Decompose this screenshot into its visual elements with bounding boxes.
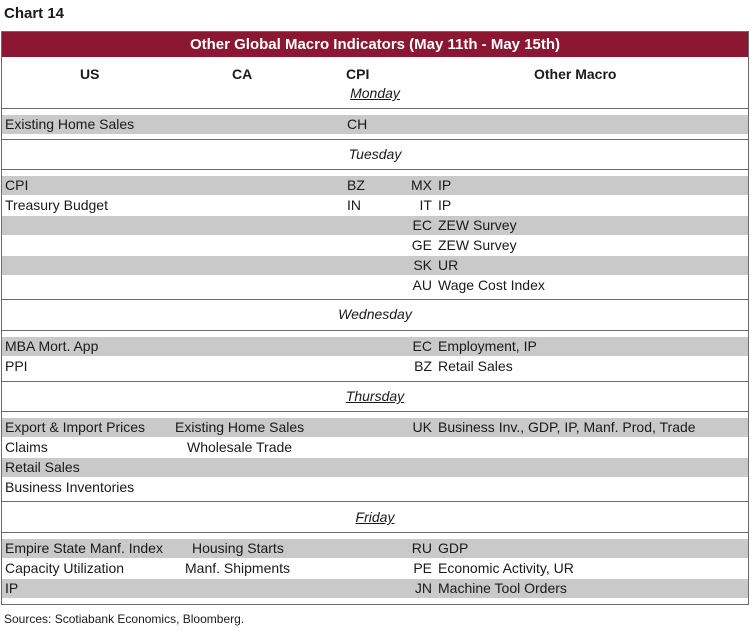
divider — [2, 411, 748, 412]
column-header-us: US — [80, 66, 100, 82]
table-row — [2, 438, 748, 457]
divider — [2, 381, 748, 382]
table-row — [2, 539, 748, 558]
table-row — [2, 236, 748, 255]
other-macro-indicator: Business Inv., GDP, IP, Manf. Prod, Trade — [438, 419, 696, 435]
other-macro-indicator: Wage Cost Index — [438, 277, 545, 293]
other-macro-indicator: IP — [438, 177, 452, 193]
day-label-tuesday: Tuesday — [348, 146, 402, 162]
table-row — [2, 216, 748, 235]
table-row — [2, 115, 748, 134]
us-indicator: Capacity Utilization — [5, 560, 125, 576]
us-indicator: PPI — [5, 358, 28, 374]
us-indicator: Treasury Budget — [5, 197, 108, 213]
cpi-country: IN — [347, 197, 361, 213]
other-macro-indicator: ZEW Survey — [438, 237, 517, 253]
divider — [2, 169, 748, 170]
table-row — [2, 579, 748, 598]
divider — [2, 299, 748, 300]
country-code: UK — [412, 419, 432, 435]
country-code: MX — [411, 177, 432, 193]
country-code: IT — [419, 197, 432, 213]
other-macro-indicator: Economic Activity, UR — [438, 560, 574, 576]
other-macro-indicator: ZEW Survey — [438, 217, 517, 233]
us-indicator: Empire State Manf. Index — [5, 540, 163, 556]
divider — [2, 330, 748, 331]
country-code: JN — [414, 580, 432, 596]
table-row — [2, 256, 748, 275]
cpi-country: BZ — [347, 177, 365, 193]
country-code: SK — [413, 257, 432, 273]
divider — [2, 108, 748, 109]
other-macro-indicator: GDP — [438, 540, 469, 556]
source-note: Sources: Scotiabank Economics, Bloomberg. — [4, 612, 245, 626]
divider — [2, 501, 748, 502]
table-row — [2, 196, 748, 215]
us-indicator: IP — [5, 580, 19, 596]
divider — [2, 532, 748, 533]
table-row — [2, 357, 748, 376]
other-macro-indicator: UR — [438, 257, 459, 273]
other-macro-indicator: Retail Sales — [438, 358, 513, 374]
day-label-wednesday: Wednesday — [338, 306, 412, 322]
column-header-ca: CA — [232, 66, 253, 82]
country-code: BZ — [414, 358, 432, 374]
country-code: AU — [412, 277, 432, 293]
country-code: EC — [412, 217, 432, 233]
ca-indicator: Wholesale Trade — [187, 439, 293, 455]
ca-indicator: Existing Home Sales — [175, 419, 305, 435]
other-macro-indicator: Employment, IP — [438, 338, 537, 354]
us-indicator: Business Inventories — [5, 479, 135, 495]
country-code: EC — [412, 338, 432, 354]
other-macro-indicator: Machine Tool Orders — [438, 580, 567, 596]
table-row — [2, 276, 748, 295]
other-macro-indicator: IP — [438, 197, 452, 213]
ca-indicator: Manf. Shipments — [185, 560, 291, 576]
day-label-friday: Friday — [355, 509, 395, 525]
country-code: PE — [413, 560, 432, 576]
table-row — [2, 559, 748, 578]
table-row — [2, 458, 748, 477]
chart-label: Chart 14 — [4, 5, 65, 22]
cpi-country: CH — [347, 116, 368, 132]
us-indicator: CPI — [5, 177, 29, 193]
us-indicator: Retail Sales — [5, 459, 80, 475]
table-row — [2, 418, 748, 437]
country-code: GE — [411, 237, 432, 253]
day-label-monday: Monday — [350, 85, 400, 101]
table-row — [2, 337, 748, 356]
day-label-thursday: Thursday — [345, 388, 405, 404]
divider — [2, 139, 748, 140]
us-indicator: Claims — [5, 439, 48, 455]
indicator-table — [1, 31, 749, 605]
us-indicator: Export & Import Prices — [5, 419, 146, 435]
table-row — [2, 478, 748, 497]
table-title: Other Global Macro Indicators (May 11th - May 15th) — [2, 32, 748, 57]
table-row — [2, 176, 748, 195]
country-code: RU — [411, 540, 432, 556]
column-header-other-macro: Other Macro — [534, 66, 617, 82]
us-indicator: MBA Mort. App — [5, 338, 99, 354]
us-indicator: Existing Home Sales — [5, 116, 135, 132]
column-header-cpi: CPI — [346, 66, 370, 82]
ca-indicator: Housing Starts — [192, 540, 284, 556]
